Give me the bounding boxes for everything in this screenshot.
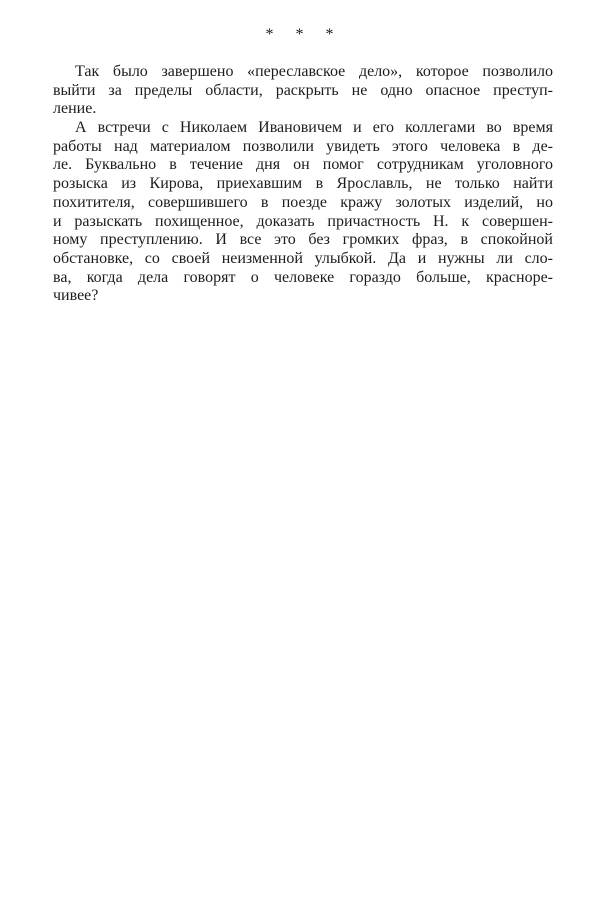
text-line: ление. <box>53 100 97 118</box>
text-line: розыска из Кирова, приехавшим в Ярославль, не только найти <box>53 175 553 193</box>
paragraph-2 <box>53 119 553 306</box>
body-text <box>53 63 553 306</box>
text-line: А встречи с Николаем Ивановичем и его коллегами во время <box>75 119 553 137</box>
text-line: ле. Буквально в течение дня он помог сотрудникам уголовного <box>53 156 553 174</box>
paragraph-1 <box>53 63 553 119</box>
text-line: ному преступлению. И все это без громких фраз, в спокойной <box>53 231 553 249</box>
section-separator: * * * <box>265 26 343 43</box>
text-line: обстановке, со своей неизменной улыбкой. Да и нужны ли сло- <box>53 249 553 267</box>
text-line: чивее? <box>53 287 99 305</box>
text-line: работы над материалом позволили увидеть этого человека в де- <box>53 137 553 155</box>
text-line: Так было завершено «переславское дело», которое позволило <box>75 63 553 80</box>
text-line: похитителя, совершившего в поезде кражу золотых изделий, но <box>53 193 553 211</box>
text-line: ва, когда дела говорят о человеке гораздо больше, красноре- <box>53 268 553 286</box>
text-line: выйти за пределы области, раскрыть не одно опасное преступ- <box>53 81 553 99</box>
text-line: и разыскать похищенное, доказать причастность Н. к совершен- <box>53 212 553 230</box>
